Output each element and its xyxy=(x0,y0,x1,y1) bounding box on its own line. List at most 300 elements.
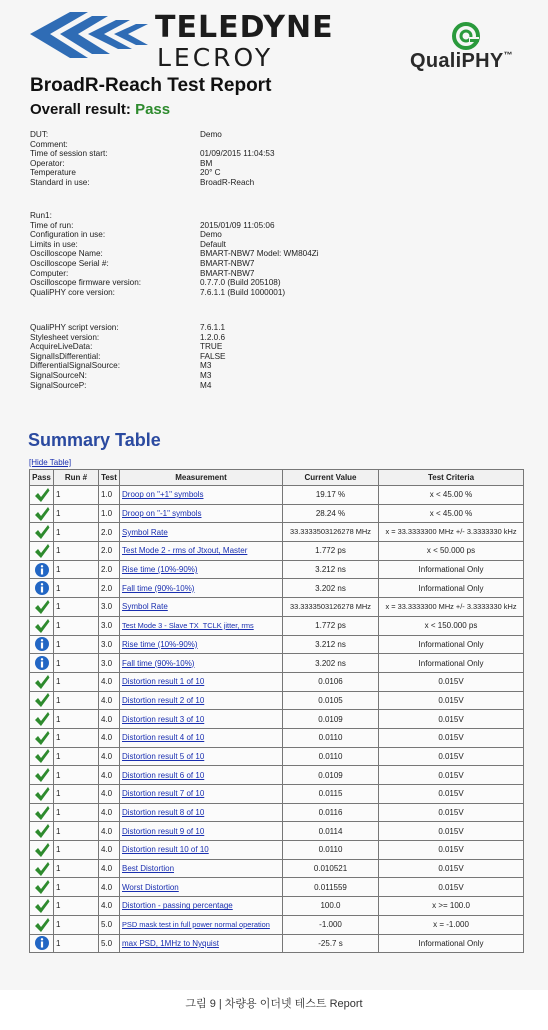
test-cell: 4.0 xyxy=(99,841,120,860)
measurement-link[interactable]: Distortion result 4 of 10 xyxy=(122,733,205,743)
info-icon xyxy=(34,580,50,596)
pass-cell xyxy=(30,766,54,785)
info-row xyxy=(30,269,510,279)
info-key: Oscilloscope firmware version: xyxy=(30,278,142,288)
test-cell: 4.0 xyxy=(99,710,120,729)
measurement-link[interactable]: Test Mode 3 - Slave TX_TCLK jitter, rms xyxy=(122,620,254,630)
hide-table-link[interactable]: [Hide Table] xyxy=(29,458,72,467)
pass-cell xyxy=(30,598,54,617)
info-value: M4 xyxy=(200,380,212,390)
pass-check-icon xyxy=(34,711,50,727)
test-criteria-cell: Informational Only xyxy=(379,654,524,673)
test-criteria-cell: 0.015V xyxy=(379,878,524,897)
info-key: QualiPHY core version: xyxy=(30,287,115,297)
run-cell: 1 xyxy=(54,635,99,654)
test-criteria-cell: 0.015V xyxy=(379,710,524,729)
summary-table xyxy=(29,469,524,953)
pass-cell xyxy=(30,859,54,878)
info-key: SignalSourceP: xyxy=(30,380,87,390)
pass-cell xyxy=(30,672,54,691)
measurement-cell xyxy=(120,747,283,766)
run-cell: 1 xyxy=(54,728,99,747)
current-value-cell: -1.000 xyxy=(283,915,379,934)
info-icon xyxy=(34,935,50,951)
current-value-cell: 3.202 ns xyxy=(283,579,379,598)
run-cell: 1 xyxy=(54,616,99,635)
run-cell: 1 xyxy=(54,859,99,878)
test-criteria-cell: 0.015V xyxy=(379,747,524,766)
test-criteria-cell: x < 45.00 % xyxy=(379,504,524,523)
pass-cell xyxy=(30,841,54,860)
measurement-cell xyxy=(120,654,283,673)
table-row xyxy=(30,915,524,934)
run-cell: 1 xyxy=(54,785,99,804)
info-value: BMART-NBW7 Model: WM804Zi xyxy=(200,249,319,259)
test-cell: 4.0 xyxy=(99,878,120,897)
measurement-link[interactable]: Distortion result 5 of 10 xyxy=(122,751,205,761)
test-criteria-cell: x = 33.3333300 MHz +/- 3.3333330 kHz xyxy=(379,523,524,542)
table-row xyxy=(30,728,524,747)
info-row xyxy=(30,230,510,240)
measurement-cell xyxy=(120,878,283,897)
col-header-test-criteria: Test Criteria xyxy=(379,470,524,486)
run-cell: 1 xyxy=(54,560,99,579)
current-value-cell: 3.202 ns xyxy=(283,654,379,673)
info-value: BMART-NBW7 xyxy=(200,268,255,278)
info-key: DifferentialSignalSource: xyxy=(30,361,120,371)
info-row xyxy=(30,249,510,259)
qualiphy-emblem-icon xyxy=(452,22,480,50)
pass-check-icon xyxy=(34,861,50,877)
measurement-link[interactable]: Distortion result 8 of 10 xyxy=(122,808,205,818)
pass-check-icon xyxy=(34,674,50,690)
info-value: 1.2.0.6 xyxy=(200,332,226,342)
info-row xyxy=(30,140,510,150)
pass-check-icon xyxy=(34,823,50,839)
test-criteria-cell: x < 50.000 ps xyxy=(379,542,524,561)
measurement-link[interactable]: PSD mask test in full power normal operation xyxy=(122,919,270,929)
measurement-link[interactable]: Symbol Rate xyxy=(122,602,168,612)
pass-cell xyxy=(30,654,54,673)
measurement-cell xyxy=(120,672,283,691)
table-row xyxy=(30,878,524,897)
info-key: Computer: xyxy=(30,268,69,278)
info-value: Demo xyxy=(200,130,222,139)
current-value-cell: 0.010521 xyxy=(283,859,379,878)
current-value-cell: 1.772 ps xyxy=(283,542,379,561)
pass-check-icon xyxy=(34,805,50,821)
test-cell: 3.0 xyxy=(99,616,120,635)
current-value-cell: 0.0109 xyxy=(283,766,379,785)
run-cell: 1 xyxy=(54,523,99,542)
current-value-cell: 0.0114 xyxy=(283,822,379,841)
test-cell: 3.0 xyxy=(99,654,120,673)
info-row xyxy=(30,381,510,391)
pass-cell xyxy=(30,579,54,598)
pass-cell xyxy=(30,803,54,822)
pass-cell xyxy=(30,523,54,542)
test-criteria-cell: 0.015V xyxy=(379,672,524,691)
measurement-link[interactable]: Distortion result 6 of 10 xyxy=(122,770,205,780)
info-row xyxy=(30,211,510,221)
measurement-cell xyxy=(120,504,283,523)
qualiphy-wordmark xyxy=(410,50,513,73)
info-key: Time of run: xyxy=(30,220,74,230)
measurement-cell xyxy=(120,934,283,953)
measurement-cell xyxy=(120,803,283,822)
current-value-cell: 0.011559 xyxy=(283,878,379,897)
info-value: 2015/01/09 11:05:06 xyxy=(200,220,275,230)
info-key: QualiPHY script version: xyxy=(30,323,119,332)
test-criteria-cell: 0.015V xyxy=(379,822,524,841)
current-value-cell: 0.0106 xyxy=(283,672,379,691)
test-criteria-cell: x = -1.000 xyxy=(379,915,524,934)
info-key: Stylesheet version: xyxy=(30,332,100,342)
pass-cell xyxy=(30,934,54,953)
brand-lecroy: LECROY xyxy=(157,43,274,72)
run-cell: 1 xyxy=(54,542,99,561)
test-cell: 4.0 xyxy=(99,672,120,691)
col-header-test: Test xyxy=(99,470,120,486)
test-cell: 5.0 xyxy=(99,934,120,953)
info-key: Operator: xyxy=(30,158,65,168)
info-key: Oscilloscope Serial #: xyxy=(30,258,109,268)
run-cell: 1 xyxy=(54,598,99,617)
current-value-cell: 33.3333503126278 MHz xyxy=(283,598,379,617)
run-cell: 1 xyxy=(54,691,99,710)
report-title: BroadR-Reach Test Report xyxy=(30,75,272,96)
run-cell: 1 xyxy=(54,654,99,673)
measurement-link[interactable]: Worst Distortion xyxy=(122,882,179,892)
overall-result-label: Overall result: xyxy=(30,101,131,118)
pass-check-icon xyxy=(34,506,50,522)
current-value-cell: 0.0105 xyxy=(283,691,379,710)
qualiphy-name: QualiPHY xyxy=(410,50,504,72)
run-cell: 1 xyxy=(54,915,99,934)
info-key: DUT: xyxy=(30,130,49,139)
measurement-link[interactable]: Distortion result 9 of 10 xyxy=(122,826,205,836)
measurement-link[interactable]: Droop on "+1" symbols xyxy=(122,490,204,500)
info-row xyxy=(30,342,510,352)
info-row xyxy=(30,178,510,188)
pass-cell xyxy=(30,691,54,710)
pass-check-icon xyxy=(34,898,50,914)
pass-check-icon xyxy=(34,487,50,503)
test-cell: 4.0 xyxy=(99,897,120,916)
overall-result-value: Pass xyxy=(135,101,171,118)
measurement-cell xyxy=(120,859,283,878)
pass-cell xyxy=(30,542,54,561)
run-cell: 1 xyxy=(54,672,99,691)
measurement-cell xyxy=(120,560,283,579)
current-value-cell: 0.0115 xyxy=(283,785,379,804)
pass-cell xyxy=(30,915,54,934)
measurement-link[interactable]: Test Mode 2 - rms of Jtxout, Master xyxy=(122,546,248,556)
measurement-cell xyxy=(120,728,283,747)
measurement-cell xyxy=(120,766,283,785)
teledyne-lecroy-logo xyxy=(30,10,334,72)
run-cell: 1 xyxy=(54,841,99,860)
test-criteria-cell: 0.015V xyxy=(379,841,524,860)
measurement-cell xyxy=(120,822,283,841)
test-cell: 4.0 xyxy=(99,785,120,804)
table-row xyxy=(30,803,524,822)
test-cell: 3.0 xyxy=(99,598,120,617)
measurement-link[interactable]: Fall time (90%-10%) xyxy=(122,658,195,668)
test-cell: 5.0 xyxy=(99,915,120,934)
table-row xyxy=(30,934,524,953)
current-value-cell: 0.0110 xyxy=(283,747,379,766)
test-cell: 2.0 xyxy=(99,542,120,561)
info-row xyxy=(30,221,510,231)
info-value: Default xyxy=(200,239,226,249)
measurement-cell xyxy=(120,579,283,598)
pass-cell xyxy=(30,635,54,654)
run-cell: 1 xyxy=(54,579,99,598)
info-row xyxy=(30,240,510,250)
measurement-link[interactable]: Distortion result 10 of 10 xyxy=(122,845,209,855)
pass-cell xyxy=(30,822,54,841)
current-value-cell: 19.17 % xyxy=(283,486,379,505)
info-row xyxy=(30,159,510,169)
info-value: TRUE xyxy=(200,342,223,352)
current-value-cell: 33.3333503126278 MHz xyxy=(283,523,379,542)
info-value: FALSE xyxy=(200,351,226,361)
table-row xyxy=(30,486,524,505)
info-row xyxy=(30,333,510,343)
table-row xyxy=(30,785,524,804)
table-row xyxy=(30,523,524,542)
test-criteria-cell: Informational Only xyxy=(379,560,524,579)
measurement-link[interactable]: Rise time (10%-90%) xyxy=(122,565,198,575)
table-row xyxy=(30,654,524,673)
pass-cell xyxy=(30,897,54,916)
run-cell: 1 xyxy=(54,710,99,729)
test-criteria-cell: x >= 100.0 xyxy=(379,897,524,916)
table-row xyxy=(30,710,524,729)
table-row xyxy=(30,691,524,710)
info-value: 7.6.1.1 (Build 1000001) xyxy=(200,287,286,297)
pass-check-icon xyxy=(34,767,50,783)
measurement-link[interactable]: Best Distortion xyxy=(122,864,175,874)
table-row xyxy=(30,560,524,579)
test-cell: 1.0 xyxy=(99,504,120,523)
script-info xyxy=(30,323,510,390)
run-cell: 1 xyxy=(54,934,99,953)
info-value: BroadR-Reach xyxy=(200,177,255,187)
summary-table-title: Summary Table xyxy=(28,430,161,450)
pass-cell xyxy=(30,728,54,747)
measurement-cell xyxy=(120,635,283,654)
pass-check-icon xyxy=(34,748,50,764)
current-value-cell: -25.7 s xyxy=(283,934,379,953)
table-row xyxy=(30,897,524,916)
pass-check-icon xyxy=(34,524,50,540)
info-key: Run1: xyxy=(30,211,52,220)
current-value-cell: 0.0109 xyxy=(283,710,379,729)
test-criteria-cell: 0.015V xyxy=(379,691,524,710)
measurement-cell xyxy=(120,523,283,542)
info-key: Standard in use: xyxy=(30,177,90,187)
current-value-cell: 100.0 xyxy=(283,897,379,916)
col-header-run: Run # xyxy=(54,470,99,486)
test-criteria-cell: Informational Only xyxy=(379,934,524,953)
run-cell: 1 xyxy=(54,803,99,822)
figure-caption: 그림 9 | 차량용 이더넷 테스트 Report xyxy=(185,998,363,1010)
run-cell: 1 xyxy=(54,504,99,523)
current-value-cell: 28.24 % xyxy=(283,504,379,523)
info-key: AcquireLiveData: xyxy=(30,342,93,352)
measurement-cell xyxy=(120,915,283,934)
info-value: M3 xyxy=(200,361,212,371)
test-cell: 2.0 xyxy=(99,560,120,579)
run-cell: 1 xyxy=(54,897,99,916)
test-criteria-cell: 0.015V xyxy=(379,728,524,747)
pass-cell xyxy=(30,560,54,579)
info-row xyxy=(30,288,510,298)
table-row xyxy=(30,672,524,691)
info-icon xyxy=(34,636,50,652)
pass-cell xyxy=(30,486,54,505)
measurement-cell xyxy=(120,542,283,561)
measurement-link[interactable]: Distortion result 7 of 10 xyxy=(122,789,205,799)
col-header-current-value: Current Value xyxy=(283,470,379,486)
pass-cell xyxy=(30,504,54,523)
info-row xyxy=(30,149,510,159)
run-cell: 1 xyxy=(54,878,99,897)
pass-cell xyxy=(30,878,54,897)
pass-cell xyxy=(30,747,54,766)
test-cell: 4.0 xyxy=(99,766,120,785)
info-key: Temperature xyxy=(30,168,76,178)
table-row xyxy=(30,598,524,617)
info-icon xyxy=(34,655,50,671)
pass-check-icon xyxy=(34,618,50,634)
test-cell: 4.0 xyxy=(99,728,120,747)
info-value: 20° C xyxy=(200,168,221,178)
pass-check-icon xyxy=(34,730,50,746)
current-value-cell: 0.0110 xyxy=(283,728,379,747)
info-value: 01/09/2015 11:04:53 xyxy=(200,149,275,159)
measurement-link[interactable]: Symbol Rate xyxy=(122,527,168,537)
measurement-link[interactable]: max PSD, 1MHz to Nyquist xyxy=(122,938,219,948)
measurement-cell xyxy=(120,691,283,710)
current-value-cell: 3.212 ns xyxy=(283,635,379,654)
info-row xyxy=(30,278,510,288)
test-cell: 4.0 xyxy=(99,747,120,766)
pass-cell xyxy=(30,710,54,729)
measurement-link[interactable]: Distortion result 1 of 10 xyxy=(122,677,205,687)
pass-cell xyxy=(30,616,54,635)
info-value: BM xyxy=(200,158,213,168)
qualiphy-trademark: ™ xyxy=(503,50,513,60)
test-criteria-cell: Informational Only xyxy=(379,579,524,598)
test-cell: 2.0 xyxy=(99,523,120,542)
info-row xyxy=(30,130,510,140)
info-row xyxy=(30,168,510,178)
table-row xyxy=(30,766,524,785)
measurement-cell xyxy=(120,785,283,804)
info-value: M3 xyxy=(200,370,212,380)
measurement-cell xyxy=(120,710,283,729)
current-value-cell: 1.772 ps xyxy=(283,616,379,635)
test-criteria-cell: x < 45.00 % xyxy=(379,486,524,505)
test-criteria-cell: 0.015V xyxy=(379,785,524,804)
measurement-link[interactable]: Distortion result 3 of 10 xyxy=(122,714,205,724)
measurement-cell xyxy=(120,841,283,860)
run-cell: 1 xyxy=(54,747,99,766)
info-row xyxy=(30,259,510,269)
test-criteria-cell: x = 33.3333300 MHz +/- 3.3333330 kHz xyxy=(379,598,524,617)
info-key: Comment: xyxy=(30,139,68,149)
run-cell: 1 xyxy=(54,766,99,785)
col-header-pass: Pass xyxy=(30,470,54,486)
info-key: Time of session start: xyxy=(30,149,108,159)
table-row xyxy=(30,635,524,654)
session-info xyxy=(30,130,510,188)
measurement-link[interactable]: Fall time (90%-10%) xyxy=(122,583,195,593)
col-header-measurement: Measurement xyxy=(120,470,283,486)
test-criteria-cell: 0.015V xyxy=(379,803,524,822)
run-cell: 1 xyxy=(54,822,99,841)
pass-check-icon xyxy=(34,692,50,708)
table-row xyxy=(30,841,524,860)
pass-check-icon xyxy=(34,599,50,615)
measurement-cell xyxy=(120,616,283,635)
measurement-link[interactable]: Distortion - passing percentage xyxy=(122,901,233,911)
test-criteria-cell: Informational Only xyxy=(379,635,524,654)
test-cell: 4.0 xyxy=(99,859,120,878)
table-row xyxy=(30,579,524,598)
info-key: SignalSourceN: xyxy=(30,370,87,380)
current-value-cell: 0.0116 xyxy=(283,803,379,822)
test-cell: 4.0 xyxy=(99,803,120,822)
info-row xyxy=(30,352,510,362)
pass-check-icon xyxy=(34,543,50,559)
info-key: Oscilloscope Name: xyxy=(30,249,103,259)
table-row xyxy=(30,616,524,635)
test-criteria-cell: 0.015V xyxy=(379,859,524,878)
current-value-cell: 0.0110 xyxy=(283,841,379,860)
measurement-link[interactable]: Distortion result 2 of 10 xyxy=(122,695,205,705)
test-criteria-cell: 0.015V xyxy=(379,766,524,785)
measurement-link[interactable]: Rise time (10%-90%) xyxy=(122,639,198,649)
test-cell: 4.0 xyxy=(99,822,120,841)
test-cell: 1.0 xyxy=(99,486,120,505)
test-cell: 3.0 xyxy=(99,635,120,654)
measurement-cell xyxy=(120,598,283,617)
pass-check-icon xyxy=(34,786,50,802)
info-value: 7.6.1.1 xyxy=(200,323,226,332)
run-cell: 1 xyxy=(54,486,99,505)
brand-teledyne: TELEDYNE xyxy=(155,10,334,45)
info-key: Configuration in use: xyxy=(30,230,106,240)
info-row xyxy=(30,371,510,381)
info-row xyxy=(30,361,510,371)
current-value-cell: 3.212 ns xyxy=(283,560,379,579)
info-key: SignalIsDifferential: xyxy=(30,351,101,361)
table-row xyxy=(30,859,524,878)
pass-cell xyxy=(30,785,54,804)
test-cell: 2.0 xyxy=(99,579,120,598)
pass-check-icon xyxy=(34,879,50,895)
measurement-cell xyxy=(120,897,283,916)
measurement-link[interactable]: Droop on "-1" symbols xyxy=(122,509,202,519)
test-criteria-cell: x < 150.000 ps xyxy=(379,616,524,635)
table-row xyxy=(30,542,524,561)
measurement-cell xyxy=(120,486,283,505)
info-value: 0.7.7.0 (Build 205108) xyxy=(200,278,281,288)
